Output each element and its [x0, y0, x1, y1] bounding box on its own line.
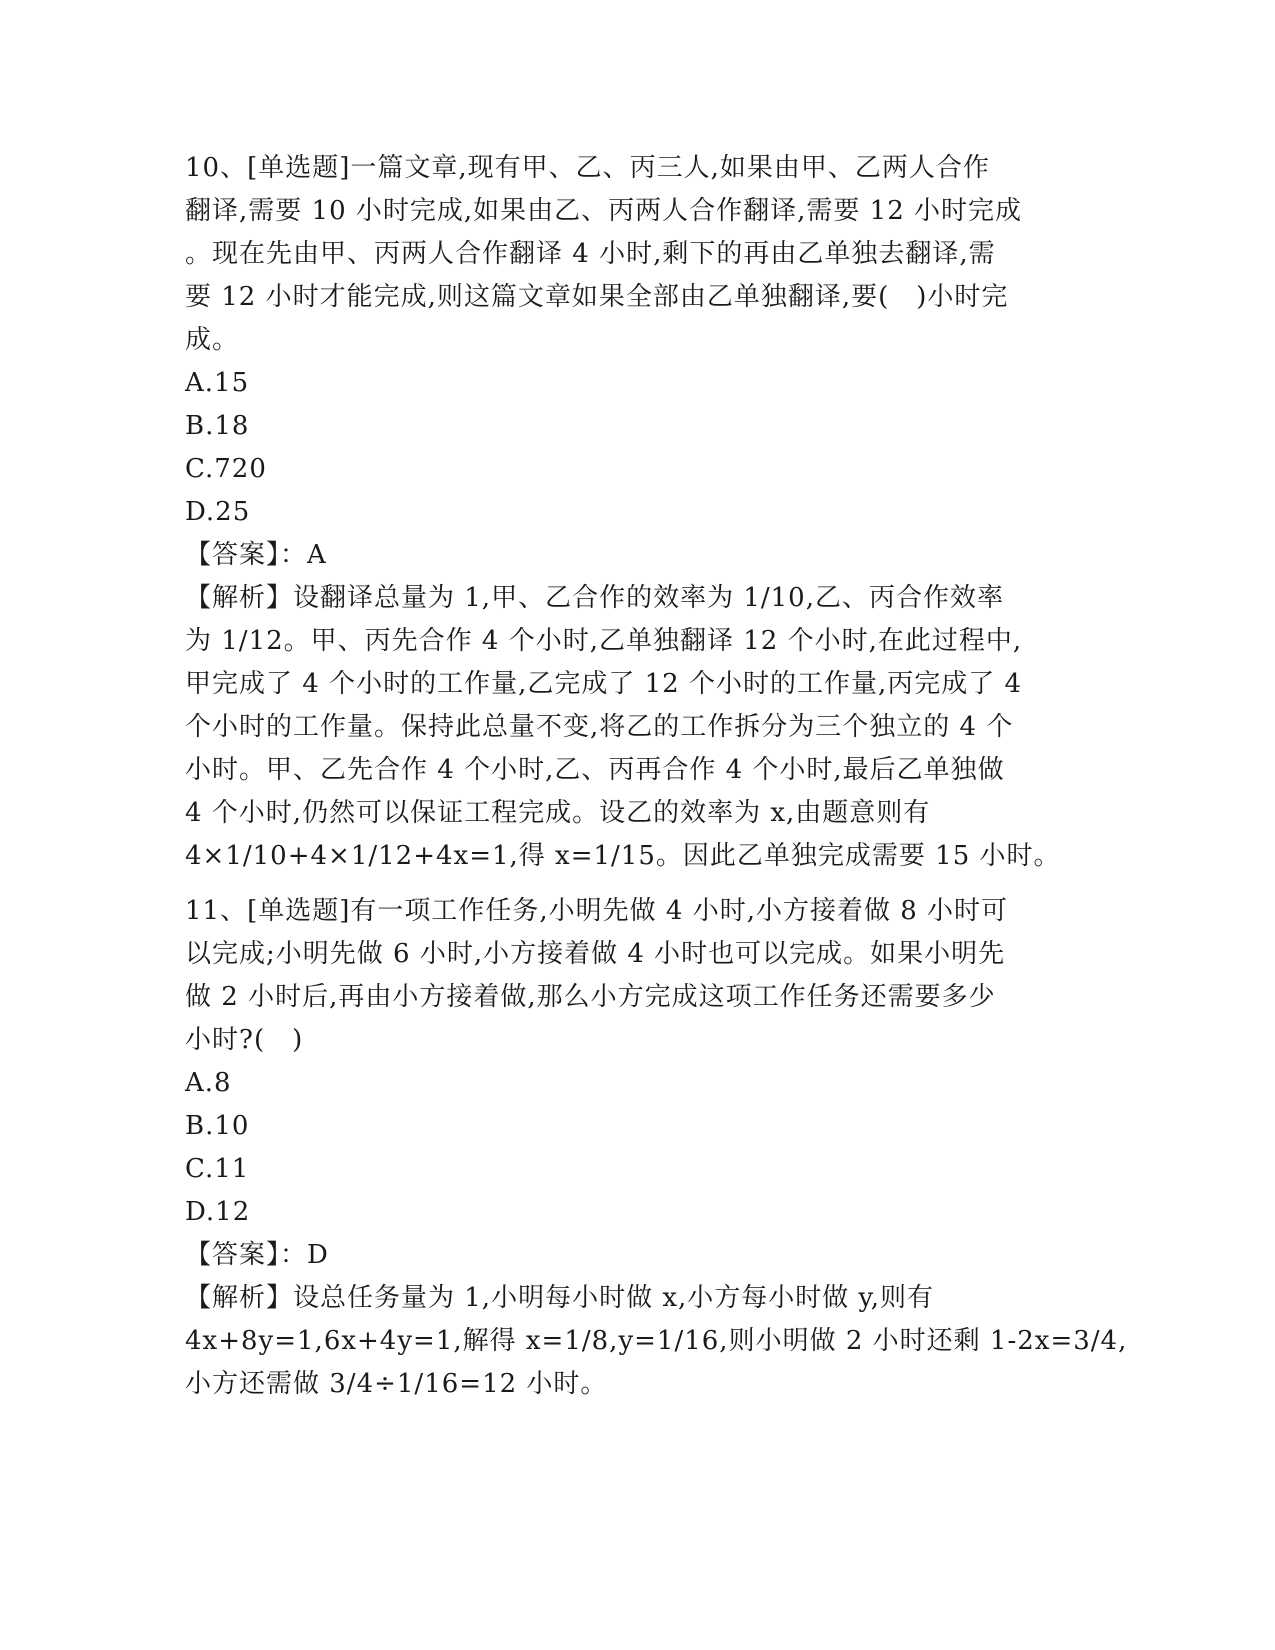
- option-a: A.8: [185, 1068, 232, 1098]
- question-stem-line: 要 12 小时才能完成,则这篇文章如果全部由乙单独翻译,要( )小时完: [185, 282, 1009, 312]
- question-stem-line: 以完成;小明先做 6 小时,小方接着做 4 小时也可以完成。如果小明先: [185, 939, 1006, 969]
- question-stem-line: 成。: [185, 325, 240, 355]
- option-a: A.15: [185, 368, 250, 398]
- analysis-line: 小方还需做 3/4÷1/16=12 小时。: [185, 1369, 608, 1399]
- option-d: D.25: [185, 497, 251, 527]
- option-d: D.12: [185, 1197, 251, 1227]
- question-stem-line: 翻译,需要 10 小时完成,如果由乙、丙两人合作翻译,需要 12 小时完成: [185, 196, 1023, 226]
- option-b: B.18: [185, 411, 250, 441]
- analysis-line: 为 1/12。甲、丙先合作 4 个小时,乙单独翻译 12 个小时,在此过程中,: [185, 626, 1023, 656]
- question-stem-line: 。现在先由甲、丙两人合作翻译 4 小时,剩下的再由乙单独去翻译,需: [185, 239, 996, 269]
- question-11: [185, 890, 1128, 1406]
- analysis-line: 【解析】设翻译总量为 1,甲、乙合作的效率为 1/10,乙、丙合作效率: [185, 583, 1004, 613]
- analysis-line: 小时。甲、乙先合作 4 个小时,乙、丙再合作 4 个小时,最后乙单独做: [185, 755, 1005, 785]
- question-stem-line: 做 2 小时后,再由小方接着做,那么小方完成这项工作任务还需要多少: [185, 982, 996, 1012]
- question-10: [185, 147, 1085, 878]
- document-page: [185, 147, 1128, 1406]
- analysis-line: 甲完成了 4 个小时的工作量,乙完成了 12 个小时的工作量,丙完成了 4: [185, 669, 1023, 699]
- question-stem-line: 10、[单选题]一篇文章,现有甲、乙、丙三人,如果由甲、乙两人合作: [185, 153, 990, 183]
- question-stem-line: 11、[单选题]有一项工作任务,小明先做 4 小时,小方接着做 8 小时可: [185, 896, 1009, 926]
- answer-line: 【答案】：A: [185, 540, 327, 570]
- analysis-line: 4 个小时,仍然可以保证工程完成。设乙的效率为 x,由题意则有: [185, 798, 931, 828]
- question-stem-line: 小时?( ): [185, 1025, 304, 1055]
- analysis-line: 4x+8y=1,6x+4y=1,解得 x=1/8,y=1/16,则小明做 2 小时还剩 1-2x=3/4,: [185, 1326, 1128, 1356]
- option-c: C.720: [185, 454, 267, 484]
- option-b: B.10: [185, 1111, 250, 1141]
- option-c: C.11: [185, 1154, 250, 1184]
- analysis-line: 4×1/10+4×1/12+4x=1,得 x=1/15。因此乙单独完成需要 15 小时。: [185, 841, 1061, 871]
- analysis-line: 【解析】设总任务量为 1,小明每小时做 x,小方每小时做 y,则有: [185, 1283, 935, 1313]
- analysis-line: 个小时的工作量。保持此总量不变,将乙的工作拆分为三个独立的 4 个: [185, 712, 1014, 742]
- answer-line: 【答案】：D: [185, 1240, 329, 1270]
